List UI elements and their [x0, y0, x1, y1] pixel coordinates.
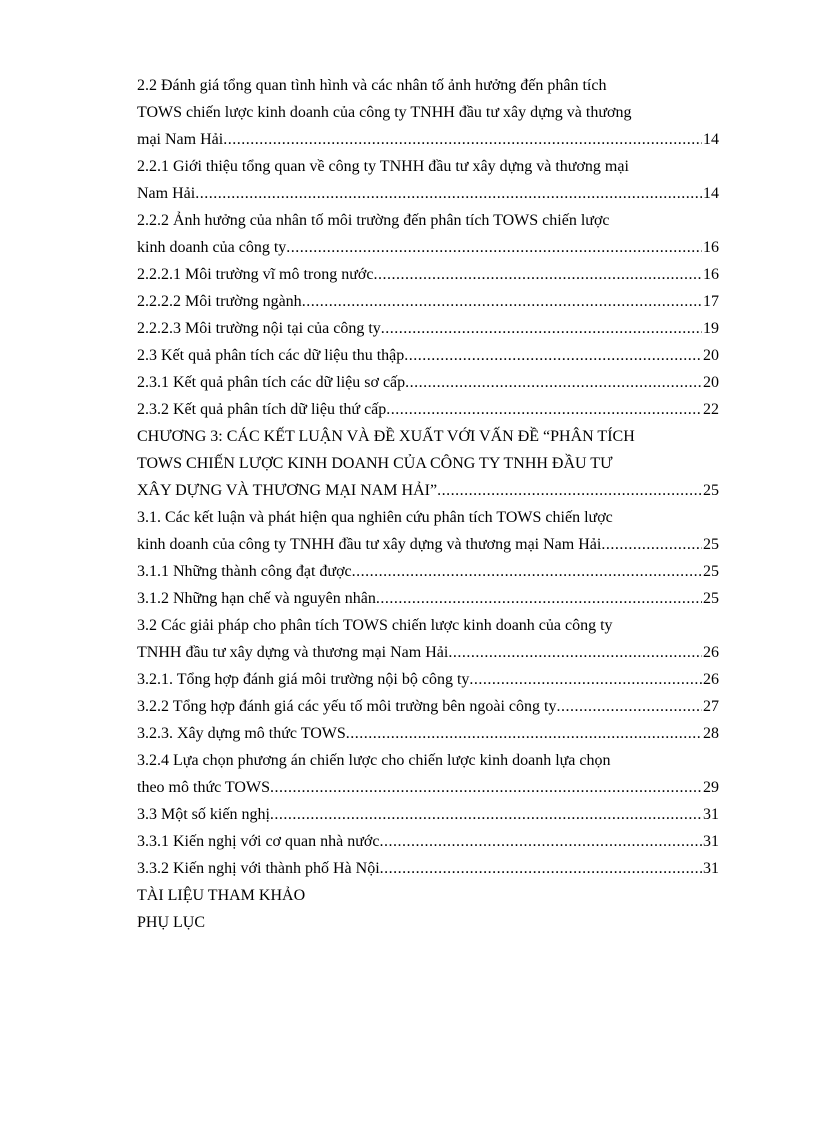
toc-page-number: 26: [703, 671, 719, 688]
dot-leader: [223, 126, 702, 153]
toc-entry-last-line: [137, 315, 719, 342]
toc-entry[interactable]: [137, 747, 719, 801]
toc-page-number: 31: [703, 806, 719, 823]
toc-page-number: 26: [703, 644, 719, 661]
toc-entry[interactable]: [137, 207, 719, 261]
toc-page-number: 20: [703, 374, 719, 391]
toc-entry[interactable]: [137, 423, 719, 504]
toc-entry[interactable]: [137, 72, 719, 153]
toc-entry-last-line: [137, 126, 719, 153]
toc-entry-title: 3.2.1. Tổng hợp đánh giá môi trường nội bộ công ty: [137, 671, 470, 688]
toc-entry-last-line: [137, 693, 719, 720]
toc-entry-title: 2.3.1 Kết quả phân tích các dữ liệu sơ cấp: [137, 374, 406, 391]
toc-page-number: 31: [703, 860, 719, 877]
dot-leader: [379, 828, 702, 855]
toc-entry-title: 3.1.1 Những thành công đạt được: [137, 563, 352, 580]
toc-entry-title: 3.3 Một số kiến nghị: [137, 806, 270, 823]
dot-leader: [195, 180, 702, 207]
toc-entry-line: 2.2.2 Ảnh hưởng của nhân tố môi trường đến phân tích TOWS chiến lược: [137, 212, 610, 229]
toc-page-number: 27: [703, 698, 719, 715]
dot-leader: [556, 693, 702, 720]
toc-appendix[interactable]: PHỤ LỤC: [137, 914, 206, 931]
toc-entry-line: TOWS chiến lược kinh doanh của công ty TNHH đầu tư xây dựng và thương: [137, 104, 632, 121]
toc-entry-line: 2.2 Đánh giá tổng quan tình hình và các nhân tố ảnh hưởng đến phân tích: [137, 77, 607, 94]
toc-entry[interactable]: [137, 855, 719, 882]
toc-entry-title: 2.2.2.3 Môi trường nội tại của công ty: [137, 320, 381, 337]
toc-entry[interactable]: [137, 504, 719, 558]
toc-page-number: 16: [703, 266, 719, 283]
toc-entry-last-line: [137, 720, 719, 747]
dot-leader: [286, 234, 702, 261]
toc-page-number: 25: [703, 536, 719, 553]
dot-leader: [376, 585, 702, 612]
toc-entry-title: kinh doanh của công ty TNHH đầu tư xây dựng và thương mại Nam Hải: [137, 536, 602, 553]
toc-entry[interactable]: [137, 342, 719, 369]
toc-entry-last-line: [137, 666, 719, 693]
toc-entry-title: 3.2.3. Xây dựng mô thức TOWS: [137, 725, 346, 742]
toc-entry-title: 2.3.2 Kết quả phân tích dữ liệu thứ cấp: [137, 401, 387, 418]
toc-entry[interactable]: [137, 558, 719, 585]
toc-entry-title: 3.3.2 Kiến nghị với thành phố Hà Nội: [137, 860, 380, 877]
toc-entry[interactable]: [137, 396, 719, 423]
dot-leader: [270, 801, 702, 828]
toc-entry-last-line: [137, 369, 719, 396]
toc-entry[interactable]: [137, 828, 719, 855]
dot-leader: [381, 315, 702, 342]
dot-leader: [601, 531, 702, 558]
toc-entry-last-line: [137, 639, 719, 666]
dot-leader: [448, 639, 702, 666]
toc-entry-last-line: [137, 261, 719, 288]
toc-entry-title: 3.3.1 Kiến nghị với cơ quan nhà nước: [137, 833, 380, 850]
toc-entry[interactable]: [137, 288, 719, 315]
dot-leader: [373, 261, 702, 288]
dot-leader: [386, 396, 702, 423]
toc-entry-last-line: [137, 828, 719, 855]
toc-entry-line: 3.2.4 Lựa chọn phương án chiến lược cho chiến lược kinh doanh lựa chọn: [137, 752, 611, 769]
toc-page-number: 14: [703, 131, 719, 148]
toc-entry-last-line: [137, 855, 719, 882]
toc-entry[interactable]: [137, 612, 719, 666]
toc-page-number: 28: [703, 725, 719, 742]
toc-entry[interactable]: [137, 666, 719, 693]
toc-entry-title: kinh doanh của công ty: [137, 239, 287, 256]
toc-list: [137, 72, 719, 882]
toc-entry-line: CHƯƠNG 3: CÁC KẾT LUẬN VÀ ĐỀ XUẤT VỚI VẤN ĐỀ “PHÂN TÍCH: [137, 428, 635, 445]
dot-leader: [405, 369, 702, 396]
table-of-contents: [137, 72, 719, 936]
toc-entry[interactable]: [137, 720, 719, 747]
toc-entry-last-line: [137, 342, 719, 369]
toc-entry[interactable]: [137, 693, 719, 720]
toc-entry-title: 3.1.2 Những hạn chế và nguyên nhân: [137, 590, 376, 607]
dot-leader: [346, 720, 702, 747]
toc-entry-title: theo mô thức TOWS: [137, 779, 270, 796]
toc-entry-title: mại Nam Hải: [137, 131, 224, 148]
toc-references[interactable]: TÀI LIỆU THAM KHẢO: [137, 887, 306, 904]
toc-page-number: 25: [703, 590, 719, 607]
toc-entry-last-line: [137, 180, 719, 207]
dot-leader: [302, 288, 702, 315]
dot-leader: [270, 774, 702, 801]
toc-entry-last-line: [137, 288, 719, 315]
toc-page-number: 31: [703, 833, 719, 850]
toc-page-number: 16: [703, 239, 719, 256]
toc-entry-line: 3.2 Các giải pháp cho phân tích TOWS chiến lược kinh doanh của công ty: [137, 617, 613, 634]
toc-page-number: 22: [703, 401, 719, 418]
dot-leader: [352, 558, 702, 585]
toc-entry-last-line: [137, 801, 719, 828]
toc-page-number: 19: [703, 320, 719, 337]
toc-page-number: 29: [703, 779, 719, 796]
toc-entry-title: 2.2.2.1 Môi trường vĩ mô trong nước: [137, 266, 374, 283]
dot-leader: [437, 477, 702, 504]
toc-page-number: 17: [703, 293, 719, 310]
toc-entry-line: 2.2.1 Giới thiệu tổng quan về công ty TNHH đầu tư xây dựng và thương mại: [137, 158, 629, 175]
dot-leader: [469, 666, 702, 693]
toc-page-number: 25: [703, 482, 719, 499]
toc-entry[interactable]: [137, 585, 719, 612]
toc-entry-title: 3.2.2 Tổng hợp đánh giá các yếu tố môi trường bên ngoài công ty: [137, 698, 557, 715]
toc-entry-last-line: [137, 234, 719, 261]
toc-page-number: 14: [703, 185, 719, 202]
toc-entry-last-line: [137, 774, 719, 801]
toc-entry-last-line: [137, 396, 719, 423]
toc-entry-title: XÂY DỰNG VÀ THƯƠNG MẠI NAM HẢI”: [137, 482, 438, 499]
toc-entry-line: TOWS CHIẾN LƯỢC KINH DOANH CỦA CÔNG TY TNHH ĐẦU TƯ: [137, 455, 613, 472]
toc-entry[interactable]: [137, 261, 719, 288]
toc-entry-line: 3.1. Các kết luận và phát hiện qua nghiên cứu phân tích TOWS chiến lược: [137, 509, 613, 526]
toc-entry-last-line: [137, 585, 719, 612]
toc-entry[interactable]: [137, 153, 719, 207]
toc-page-number: 20: [703, 347, 719, 364]
toc-entry-last-line: [137, 477, 719, 504]
toc-entry[interactable]: [137, 315, 719, 342]
toc-entry[interactable]: [137, 801, 719, 828]
toc-entry-last-line: [137, 531, 719, 558]
dot-leader: [404, 342, 702, 369]
toc-entry-title: 2.2.2.2 Môi trường ngành: [137, 293, 302, 310]
toc-page-number: 25: [703, 563, 719, 580]
dot-leader: [380, 855, 702, 882]
toc-entry-title: TNHH đầu tư xây dựng và thương mại Nam Hải: [137, 644, 449, 661]
toc-entry-title: Nam Hải: [137, 185, 196, 202]
toc-entry[interactable]: [137, 369, 719, 396]
toc-entry-last-line: [137, 558, 719, 585]
toc-entry-title: 2.3 Kết quả phân tích các dữ liệu thu thập: [137, 347, 405, 364]
